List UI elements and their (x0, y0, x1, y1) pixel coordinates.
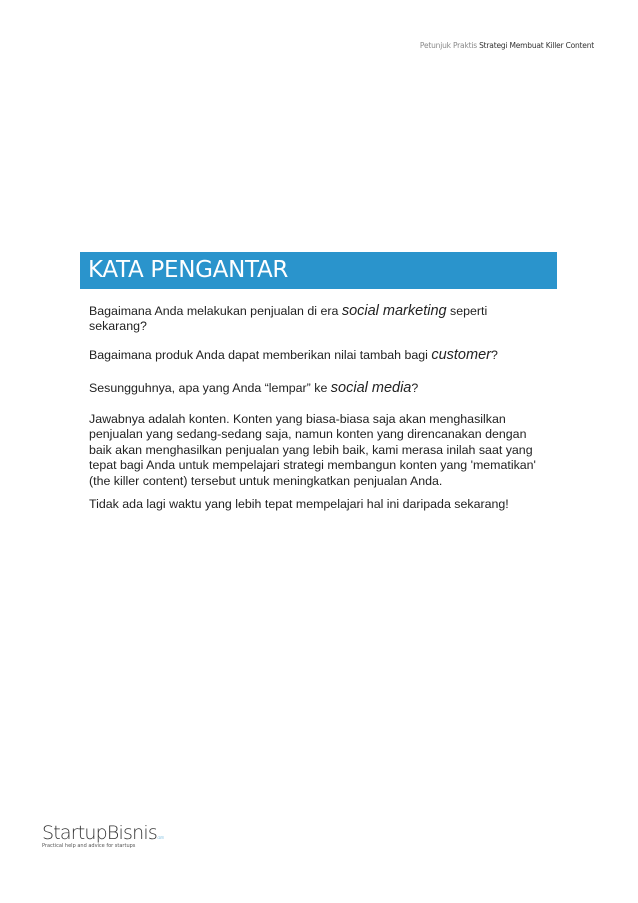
startupbisnis-logo (42, 822, 164, 849)
logo-tagline: Practical help and advice for startups (42, 843, 136, 849)
paragraph-3 (89, 381, 418, 396)
text: ? (490, 348, 498, 362)
section-title: KATA PENGANTAR (88, 257, 289, 283)
text: Sesungguhnya, apa yang Anda “lempar” ke (89, 381, 331, 395)
emphasis: social marketing (341, 303, 447, 319)
paragraph-1 (89, 304, 487, 335)
text: Bagaimana Anda melakukan penjualan di era (89, 304, 342, 318)
paragraph-4: Jawabnya adalah konten. Konten yang biasa-biasa saja akan menghasilkan penjualan yang sedang-sedang saja, namun konten yang direncanakan dengan baik akan menghasilkan penjualan yang lebih baik, kami merasa inilah saat yang tepat bagi Anda untuk mempelajari strategi membangun konten yang 'mematikan' (the killer content) tersebut untuk meningkatkan penjualan Anda. (89, 412, 536, 488)
section-heading-band (80, 252, 557, 289)
paragraph-5: Tidak ada lagi waktu yang lebih tepat mempelajari hal ini daripada sekarang! (89, 497, 509, 511)
text: ? (411, 381, 419, 395)
header-title: Strategi Membuat Killer Content (479, 41, 594, 50)
text: seperti sekarang? (89, 304, 488, 334)
running-header (420, 41, 594, 50)
text: Bagaimana produk Anda dapat memberikan nilai tambah bagi (89, 348, 432, 362)
emphasis: social media (330, 380, 412, 396)
logo-suffix: .com (156, 835, 164, 840)
header-prefix: Petunjuk Praktis (419, 41, 477, 50)
logo-name: StartupBisnis (42, 822, 157, 844)
emphasis: customer (431, 347, 491, 363)
paragraph-2 (89, 348, 498, 363)
